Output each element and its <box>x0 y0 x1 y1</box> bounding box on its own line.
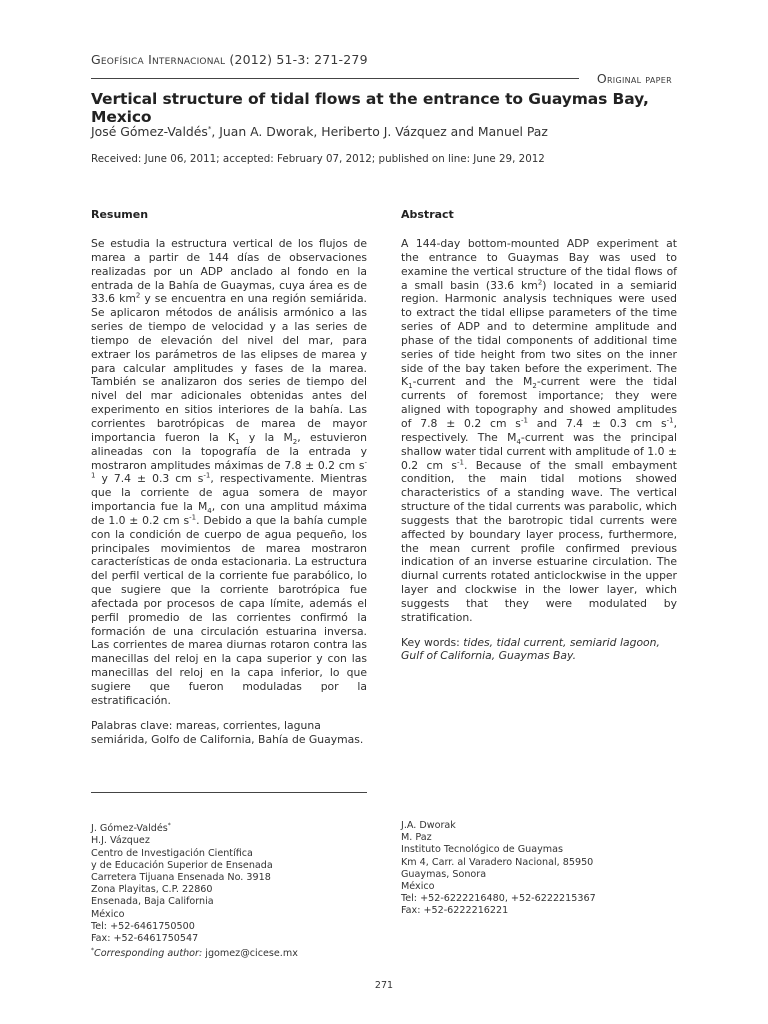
header-rule <box>91 78 579 79</box>
affiliation-right: J.A. Dworak M. Paz Instituto Tecnológico de Guaymas Km 4, Carr. al Varadero Nacional, 85950 Guaymas, Sonora México Tel: +52-6222216480, +52-6222215367 Fax: +52-6222216221 <box>401 820 596 917</box>
footnote-rule <box>91 792 367 793</box>
page-number: 271 <box>374 980 394 991</box>
citation-volume: (2012) 51-3: 271-279 <box>229 52 368 67</box>
corresponding-email[interactable]: jgomez@cicese.mx <box>205 948 298 960</box>
affiliation-left: J. Gómez-Valdés* H.J. Vázquez Centro de Investigación Científica y de Educación Superior de Ensenada Carretera Tijuana Ensenada No. 3918 Zona Playitas, C.P. 22860 Ensenada, Baja California México Tel: +52-6461750500 Fax: +52-6461750547 *Corresponding author: jgomez@cicese.mx <box>91 822 298 960</box>
author-list: José Gómez-Valdés*, Juan A. Dworak, Heriberto J. Vázquez and Manuel Paz <box>91 124 548 139</box>
resumen-body <box>91 237 367 746</box>
journal-citation: Geofísica Internacional (2012) 51-3: 271-279 <box>91 52 368 67</box>
article-dates: Received: June 06, 2011; accepted: February 07, 2012; published on line: June 29, 2012 <box>91 153 545 165</box>
abstract-body <box>401 237 677 663</box>
abstract-heading: Abstract <box>401 208 454 221</box>
abstract-paragraph: A 144-day bottom-mounted ADP experiment at the entrance to Guaymas Bay was used to examine the vertical structure of the tidal flows of a small basin (33.6 $km^2$) located in a semiarid region. Harmonic analysis techniques were used to extract the tidal ellipse parameters of the time series of ADP and to determine amplitude and phase of the tidal components of additional time series of tide height from two sites on the inner side of the bay taken before the experiment. The $K_1$-current and the $M_2$-current were the tidal currents of foremost importance; they were aligned with topography and showed amplitudes of 7.8 ± 0.2 cm $s^{-1}$ and 7.4 ± 0.3 cm $s^{-1}$, respectively. The $M_4$-current was the principal shallow water tidal current with amplitude of 1.0 ± 0.2 cm $s^{-1}$. Because of the small embayment condition, the main tidal motions showed characteristics of a standing wave. The vertical structure of the tidal currents was parabolic, which suggests that the barotropic tidal currents were affected by boundary layer process, furthermore, the mean current profile confirmed previous indication of an inverse estuarine circulation. The diurnal currents rotated anticlockwise in the upper layer and clockwise in the lower layer, which suggests that they were modulated by stratification. <box>401 237 678 624</box>
resumen-heading: Resumen <box>91 208 149 221</box>
section-label: Original paper <box>596 71 672 86</box>
article-title: Vertical structure of tidal flows at the entrance to Guaymas Bay, Mexico <box>91 90 649 126</box>
resumen-paragraph: Se estudia la estructura vertical de los flujos de marea a partir de 144 días de observaciones realizadas por un ADP anclado al fondo en la entrada de la Bahía de Guaymas, cuya área es de 33.6 $km^2$ y se encuentra en una región semiárida. Se aplicaron métodos de análisis armónico a las series de tiempo de velocidad y a las series de tiempo de elevación del nivel del mar, para extraer los parámetros de las elipses de marea y para calcular amplitudes y fases de la marea. También se analizaron dos series de tiempo del nivel del mar adicionales obtenidas antes del experimento en sitios interiores de la bahía. Las corrientes barotrópicas de marea de mayor importancia fueron la $K_1$ y la $M_2$, estuvieron alineadas con la topografía de la entrada y mostraron amplitudes máximas de 7.8 ± 0.2 cm $s^{-1}$ y 7.4 ± 0.3 cm $s^{-1}$, respectivamente. Mientras que la corriente de agua somera de mayor importancia fue la $M_4$, con una amplitud máxima de 1.0 ± 0.2 cm $s^{-1}$. Debido a que la bahía cumple con la condición de cuerpo de agua pequeño, los principales movimientos de marea mostraron características de onda estacionaria. La estructura del perfil vertical de la corriente fue parabólico, lo que sugiere que la corriente barotrópica fue afectada por procesos de capa límite, además el perfil promedio de las corrientes confirmó la formación de una circulación estuarina inversa. Las corrientes de marea diurnas rotaron contra las manecillas del reloj en la capa superior y con las manecillas del reloj en la capa inferior, lo que sugiere que fueron moduladas por la estratificación. <box>91 237 367 707</box>
palabras-clave: Palabras clave: mareas, corrientes, laguna semiárida, Golfo de California, Bahía de Guaymas. <box>91 718 364 746</box>
key-words: Key words: tides, tidal current, semiarid lagoon, Gulf of California, Guaymas Bay. <box>401 635 660 663</box>
